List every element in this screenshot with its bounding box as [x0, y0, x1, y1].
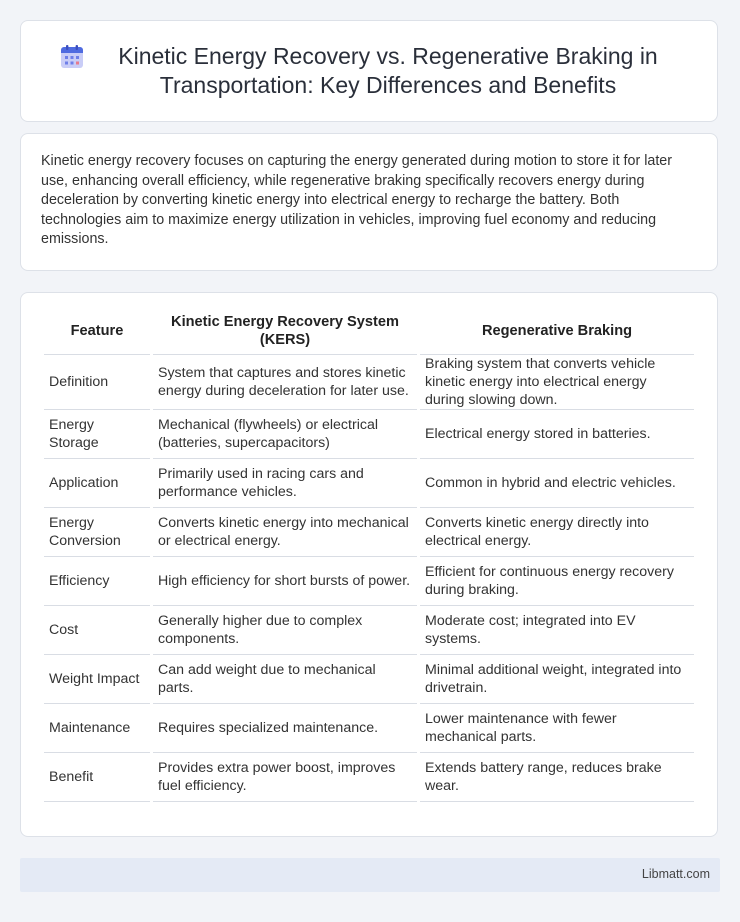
regen-cell: Common in hybrid and electric vehicles.: [420, 459, 694, 508]
kers-cell: System that captures and stores kinetic energy during deceleration for later use.: [153, 355, 417, 410]
table-row: [44, 557, 694, 606]
table-row: [44, 508, 694, 557]
comparison-card: [20, 292, 718, 837]
page-title: Kinetic Energy Recovery vs. Regenerative Braking in Transportation: Key Differences and Benefits: [118, 43, 658, 98]
feature-cell: Energy Conversion: [44, 508, 150, 557]
kers-cell: Provides extra power boost, improves fuel efficiency.: [153, 753, 417, 802]
comparison-table: [41, 308, 697, 802]
header-feature: Feature: [44, 308, 150, 355]
feature-cell: Application: [44, 459, 150, 508]
footer-bar: [20, 858, 720, 892]
feature-cell: Cost: [44, 606, 150, 655]
feature-cell: Energy Storage: [44, 410, 150, 459]
table-row: [44, 655, 694, 704]
kers-cell: Primarily used in racing cars and performance vehicles.: [153, 459, 417, 508]
table-row: [44, 355, 694, 410]
regen-cell: Braking system that converts vehicle kinetic energy into electrical energy during slowing down.: [420, 355, 694, 410]
regen-cell: Electrical energy stored in batteries.: [420, 410, 694, 459]
table-header-row: [44, 308, 694, 355]
kers-cell: Can add weight due to mechanical parts.: [153, 655, 417, 704]
intro-paragraph: Kinetic energy recovery focuses on capturing the energy generated during motion to store it for later use, enhancing overall efficiency, while regenerative braking specifically recovers energy during deceleration by converting kinetic energy into electrical energy to recharge the battery. Both technologies aim to maximize energy utilization in vehicles, improving fuel economy and reducing emissions.: [41, 153, 673, 247]
table-row: [44, 753, 694, 802]
table-row: [44, 606, 694, 655]
title-wrap: [59, 42, 679, 100]
feature-cell: Maintenance: [44, 704, 150, 753]
regen-cell: Extends battery range, reduces brake wear.: [420, 753, 694, 802]
table-row: [44, 459, 694, 508]
regen-cell: Efficient for continuous energy recovery during braking.: [420, 557, 694, 606]
kers-cell: Converts kinetic energy into mechanical or electrical energy.: [153, 508, 417, 557]
feature-cell: Weight Impact: [44, 655, 150, 704]
footer-site-link[interactable]: Libmatt.com: [641, 867, 710, 881]
regen-cell: Moderate cost; integrated into EV systems.: [420, 606, 694, 655]
table-row: [44, 704, 694, 753]
regen-cell: Lower maintenance with fewer mechanical parts.: [420, 704, 694, 753]
feature-cell: Efficiency: [44, 557, 150, 606]
kers-cell: High efficiency for short bursts of power.: [153, 557, 417, 606]
feature-cell: Definition: [44, 355, 150, 410]
feature-cell: Benefit: [44, 753, 150, 802]
header-regenerative: Regenerative Braking: [420, 308, 694, 355]
kers-cell: Generally higher due to complex components.: [153, 606, 417, 655]
header-kers: Kinetic Energy Recovery System (KERS): [153, 308, 417, 355]
kers-cell: Mechanical (flywheels) or electrical (batteries, supercapacitors): [153, 410, 417, 459]
regen-cell: Minimal additional weight, integrated into drivetrain.: [420, 655, 694, 704]
title-card: [20, 20, 718, 122]
regen-cell: Converts kinetic energy directly into electrical energy.: [420, 508, 694, 557]
calendar-icon: [59, 44, 85, 70]
kers-cell: Requires specialized maintenance.: [153, 704, 417, 753]
table-row: [44, 410, 694, 459]
intro-card: [20, 133, 718, 271]
